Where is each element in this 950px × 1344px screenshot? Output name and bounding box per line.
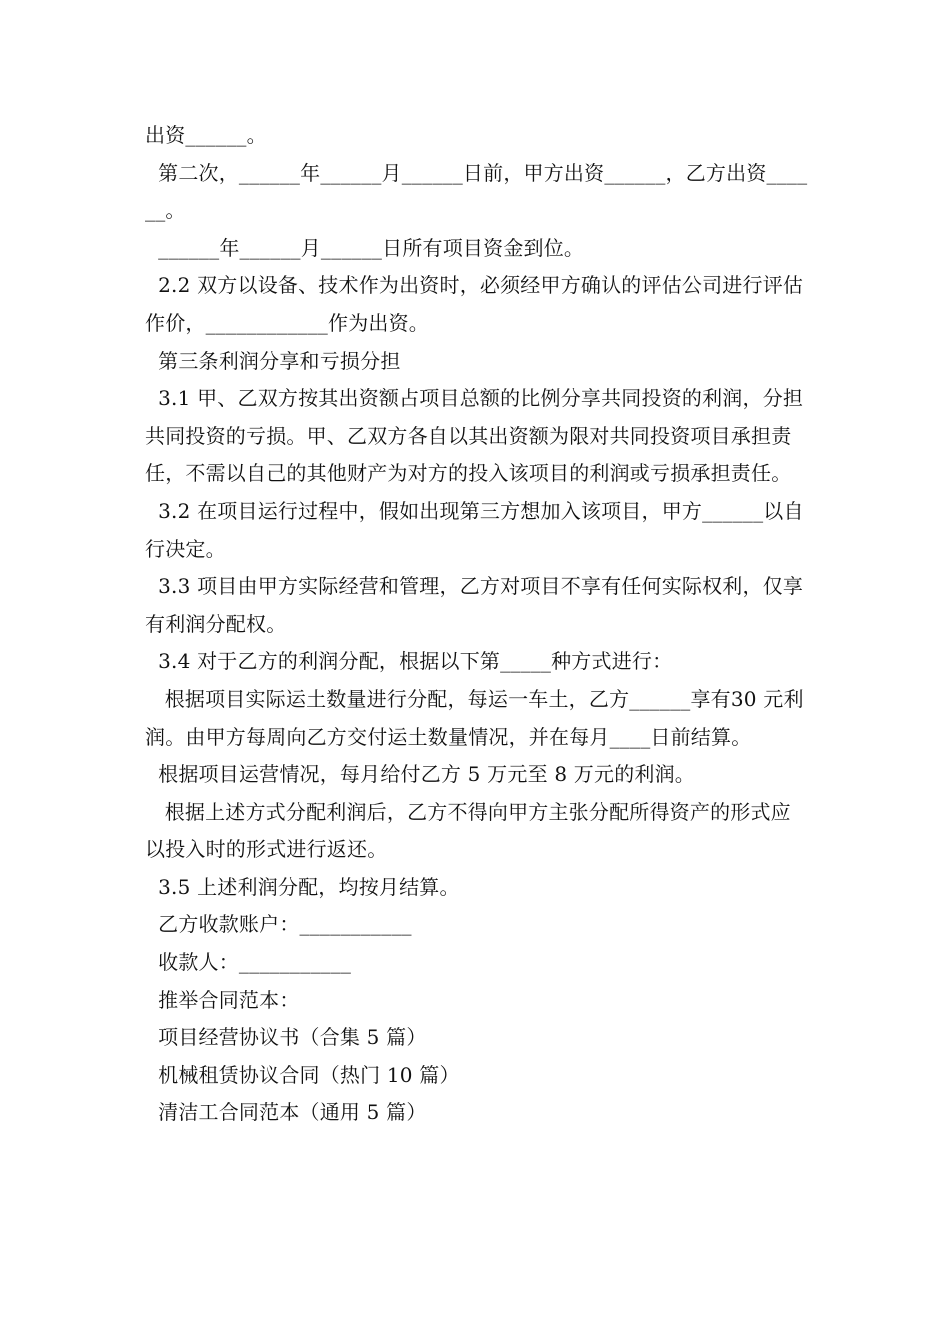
paragraph-clause-2-2: 2.2 双方以设备、技术作为出资时，必须经甲方确认的评估公司进行评估作价，____________作为出资。: [145, 273, 804, 335]
document-body: [145, 117, 810, 1132]
heading-article-3: 第三条利润分享和亏损分担: [145, 348, 401, 373]
paragraph-option-by-volume: 根据项目实际运土数量进行分配，每运一车土，乙方______享有30 元利润。由甲方每周向乙方交付运土数量情况，并在每月____日前结算。: [145, 686, 804, 749]
paragraph-capital-contribution-end: 出资______。: [145, 123, 267, 147]
paragraph-asset-return: 根据上述方式分配利润后，乙方不得向甲方主张分配所得资产的形式应以投入时的形式进行返还。: [145, 799, 791, 862]
paragraph-clause-3-2: 3.2 在项目运行过程中，假如出现第三方想加入该项目，甲方______以自行决定。: [145, 498, 804, 561]
paragraph-clause-3-5: 3.5 上述利润分配，均按月结算。: [145, 874, 460, 899]
paragraph-second-contribution: 第二次，______年______月______日前，甲方出资______，乙方出资______。: [145, 160, 808, 223]
paragraph-clause-3-1: 3.1 甲、乙双方按其出资额占项目总额的比例分享共同投资的利润，分担共同投资的亏损。甲、乙双方各自以其出资额为限对共同投资项目承担责任，不需以自己的其他财产为对方的投入该项目的利润或亏损承担责任。: [145, 386, 804, 486]
paragraph-option-monthly: 根据项目运营情况，每月给付乙方 5 万元至 8 万元的利润。: [145, 762, 696, 787]
paragraph-payee-name: 收款人：___________: [145, 950, 352, 975]
recommended-item-cleaner-contract: 清洁工合同范本（通用 5 篇）: [145, 1100, 427, 1125]
paragraph-payee-account: 乙方收款账户：___________: [145, 912, 412, 937]
paragraph-clause-3-3: 3.3 项目由甲方实际经营和管理，乙方对项目不享有任何实际权利，仅享有利润分配权。: [145, 574, 804, 636]
paragraph-clause-3-4: 3.4 对于乙方的利润分配，根据以下第_____种方式进行：: [145, 649, 673, 674]
recommended-item-project-agreement: 项目经营协议书（合集 5 篇）: [145, 1025, 427, 1050]
paragraph-funds-in-place: ______年______月______日所有项目资金到位。: [145, 235, 585, 260]
paragraph-recommended-heading: 推举合同范本：: [145, 987, 300, 1012]
recommended-item-machinery-lease: 机械租赁协议合同（热门 10 篇）: [145, 1062, 460, 1087]
